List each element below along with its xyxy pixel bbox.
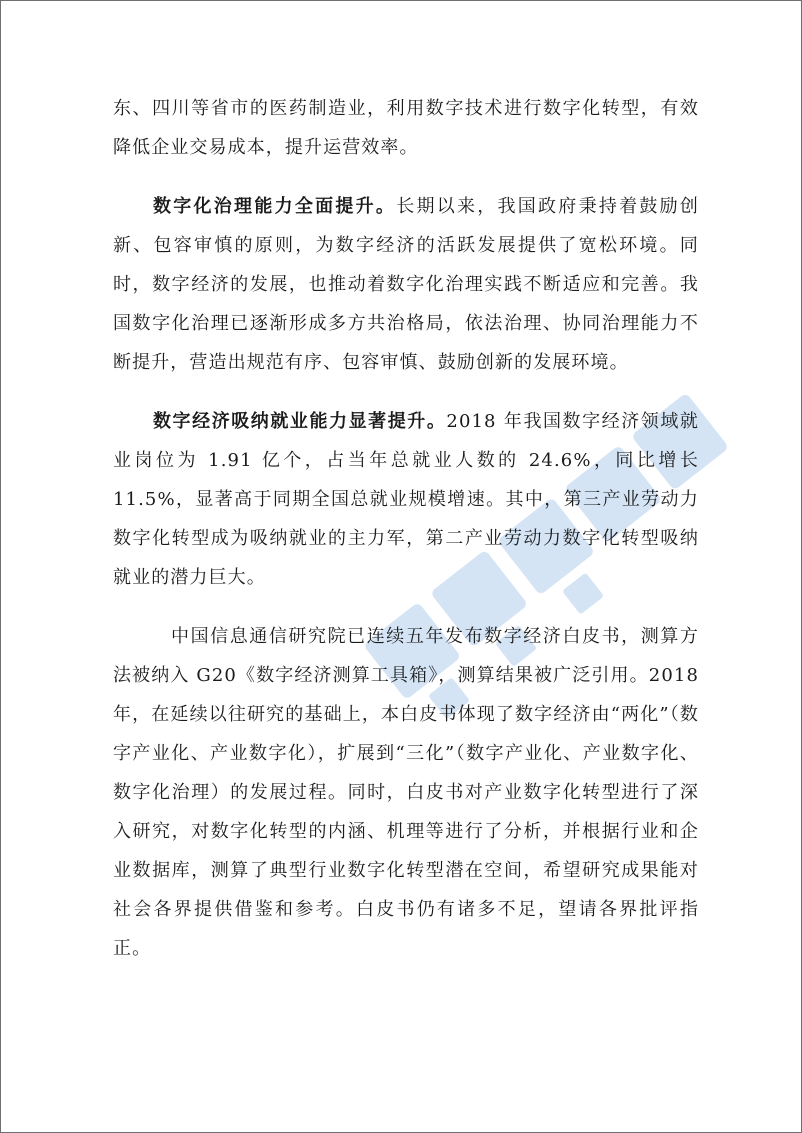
paragraph-digital-governance xyxy=(113,187,699,382)
paragraph-text: 2018 年我国数字经济领域就业岗位为 1.91 亿个，占当年总就业人数的 24.6%，同比增长 11.5%，显著高于同期全国总就业规模增速。其中，第三产业劳动力数字化转型成为吸纳就业的主力军，第二产业劳动力数字化转型吸纳就业的潜力巨大。 xyxy=(113,411,700,588)
paragraph-text: 长期以来，我国政府秉持着鼓励创新、包容审慎的原则，为数字经济的活跃发展提供了宽松环境。同时，数字经济的发展，也推动着数字化治理实践不断适应和完善。我国数字化治理已逐渐形成多方共治格局，依法治理、协同治理能力不断提升，营造出规范有序、包容审慎、鼓励创新的发展环境。 xyxy=(113,196,699,373)
paragraph-text: 东、四川等省市的医药制造业，利用数字技术进行数字化转型，有效降低企业交易成本，提升运营效率。 xyxy=(113,98,699,158)
paragraph-whitepaper-intro xyxy=(113,617,699,968)
paragraph-employment xyxy=(113,402,699,597)
paragraph-lead-heading: 数字经济吸纳就业能力显著提升。 xyxy=(153,411,447,432)
document-body xyxy=(113,89,699,988)
paragraph-text: 中国信息通信研究院已连续五年发布数字经济白皮书，测算方法被纳入 G20《数字经济测算工具箱》，测算结果被广泛引用。2018年，在延续以往研究的基础上，本白皮书体现了数字经济由“两化”（数字产业化、产业数字化），扩展到“三化”（数字产业化、产业数字化、数字化治理）的发展过程。同时，白皮书对产业数字化转型进行了深入研究，对数字化转型的内涵、机理等进行了分析，并根据行业和企业数据库，测算了典型行业数字化转型潜在空间，希望研究成果能对社会各界提供借鉴和参考。白皮书仍有诸多不足，望请各界批评指正。 xyxy=(113,626,699,959)
paragraph-lead-heading: 数字化治理能力全面提升。 xyxy=(153,196,397,217)
paragraph-continuation xyxy=(113,89,699,167)
